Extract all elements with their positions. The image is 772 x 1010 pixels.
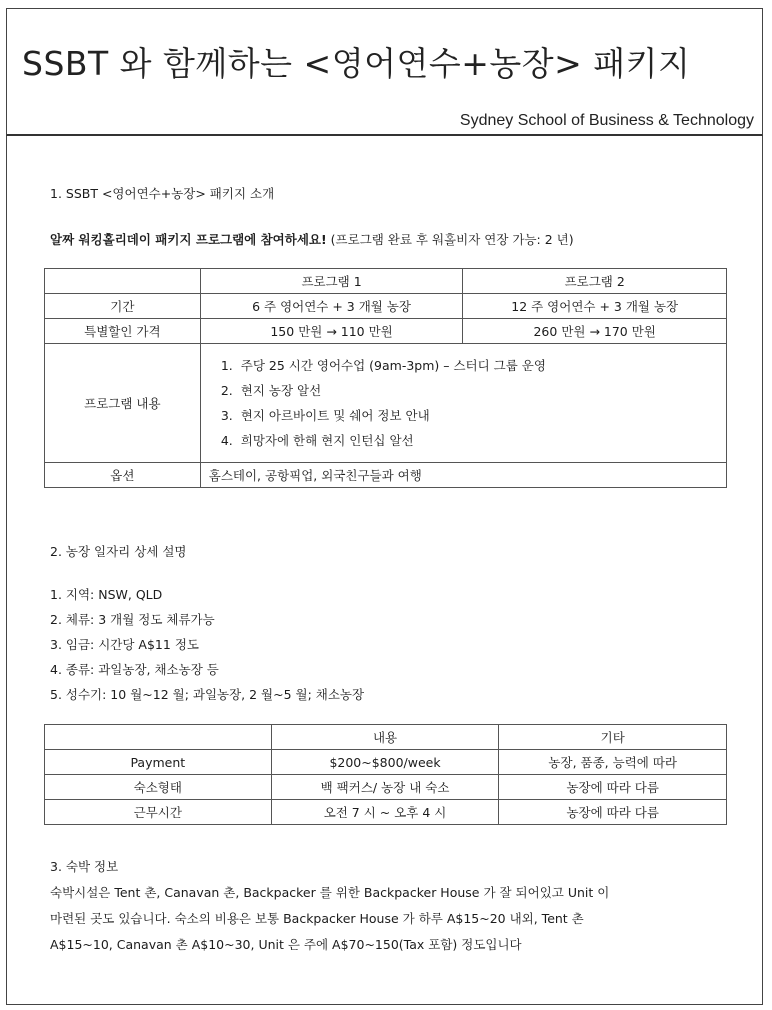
- etc-header: 기타: [499, 725, 727, 750]
- row-label: 숙소형태: [45, 775, 272, 800]
- table-row: [45, 725, 727, 750]
- row-etc: 농장에 따라 다름: [499, 800, 727, 825]
- page-frame: [6, 8, 763, 1005]
- list-item: 4. 종류: 과일농장, 채소농장 등: [50, 662, 219, 677]
- accommodation-paragraph: [50, 880, 609, 958]
- farm-info-list: [50, 582, 364, 707]
- empty-header-cell: [45, 725, 272, 750]
- school-name: Sydney School of Business & Technology: [459, 112, 754, 129]
- table-row: [45, 750, 727, 775]
- table-row: [45, 775, 727, 800]
- page-title: SSBT 와 함께하는 <영어연수+농장> 패키지: [22, 44, 691, 83]
- program-content-cell: [200, 344, 726, 463]
- row-etc: 농장, 품종, 능력에 따라: [499, 750, 727, 775]
- option-label: 옵션: [45, 463, 201, 488]
- table-row: [45, 800, 727, 825]
- row-content: 백 팩커스/ 농장 내 숙소: [271, 775, 499, 800]
- farm-table: [44, 724, 727, 825]
- content-header: 내용: [271, 725, 499, 750]
- intro-bold: 알짜 워킹홀리데이 패키지 프로그램에 참여하세요!: [50, 232, 327, 247]
- list-item: 3. 임금: 시간당 A$11 정도: [50, 637, 199, 652]
- list-item: 5. 성수기: 10 월~12 월; 과일농장, 2 월~5 월; 채소농장: [50, 687, 365, 702]
- table-row: [45, 269, 727, 294]
- list-item: 2. 현지 농장 알선: [237, 378, 726, 403]
- program1-header: 프로그램 1: [200, 269, 463, 294]
- paragraph-line: A$15~10, Canavan 촌 A$10~30, Unit 은 주에 A$70~150(Tax 포함) 정도입니다: [50, 937, 522, 952]
- section3-heading: 3. 숙박 정보: [50, 859, 119, 874]
- table-row: [45, 319, 727, 344]
- row-content: $200~$800/week: [271, 750, 499, 775]
- list-item: 3. 현지 아르바이트 및 쉐어 정보 안내: [237, 403, 726, 428]
- row-content: 오전 7 시 ~ 오후 4 시: [271, 800, 499, 825]
- list-item: 2. 체류: 3 개월 정도 체류가능: [50, 612, 215, 627]
- period-program2: 12 주 영어연수 + 3 개월 농장: [463, 294, 727, 319]
- price-program1: 150 만원 → 110 만원: [200, 319, 463, 344]
- program-content-list: [201, 353, 726, 453]
- paragraph-line: 마련된 곳도 있습니다. 숙소의 비용은 보통 Backpacker House 가 하루 A$15~20 내외, Tent 촌: [50, 911, 584, 926]
- intro-rest: (프로그램 완료 후 워홀비자 연장 가능: 2 년): [326, 232, 574, 247]
- list-item: 1. 지역: NSW, QLD: [50, 587, 163, 602]
- section1-intro: [50, 230, 574, 248]
- price-program2: 260 만원 → 170 만원: [463, 319, 727, 344]
- row-label: 근무시간: [45, 800, 272, 825]
- table-row: [45, 463, 727, 488]
- empty-header-cell: [45, 269, 201, 294]
- option-value: 홈스테이, 공항픽업, 외국친구들과 여행: [200, 463, 726, 488]
- period-program1: 6 주 영어연수 + 3 개월 농장: [200, 294, 463, 319]
- section2-heading: 2. 농장 일자리 상세 설명: [50, 544, 187, 559]
- list-item: 4. 희망자에 한해 현지 인턴십 알선: [237, 428, 726, 453]
- content-label: 프로그램 내용: [45, 344, 201, 463]
- price-label: 특별할인 가격: [45, 319, 201, 344]
- row-etc: 농장에 따라 다름: [499, 775, 727, 800]
- program2-header: 프로그램 2: [463, 269, 727, 294]
- paragraph-line: 숙박시설은 Tent 촌, Canavan 촌, Backpacker 를 위한 Backpacker House 가 잘 되어있고 Unit 이: [50, 885, 610, 900]
- program-table: [44, 268, 727, 488]
- row-label: Payment: [45, 750, 272, 775]
- table-row: [45, 294, 727, 319]
- table-row: [45, 344, 727, 463]
- section1-heading: 1. SSBT <영어연수+농장> 패키지 소개: [50, 186, 275, 201]
- period-label: 기간: [45, 294, 201, 319]
- list-item: 1. 주당 25 시간 영어수업 (9am-3pm) – 스터디 그룹 운영: [237, 353, 726, 378]
